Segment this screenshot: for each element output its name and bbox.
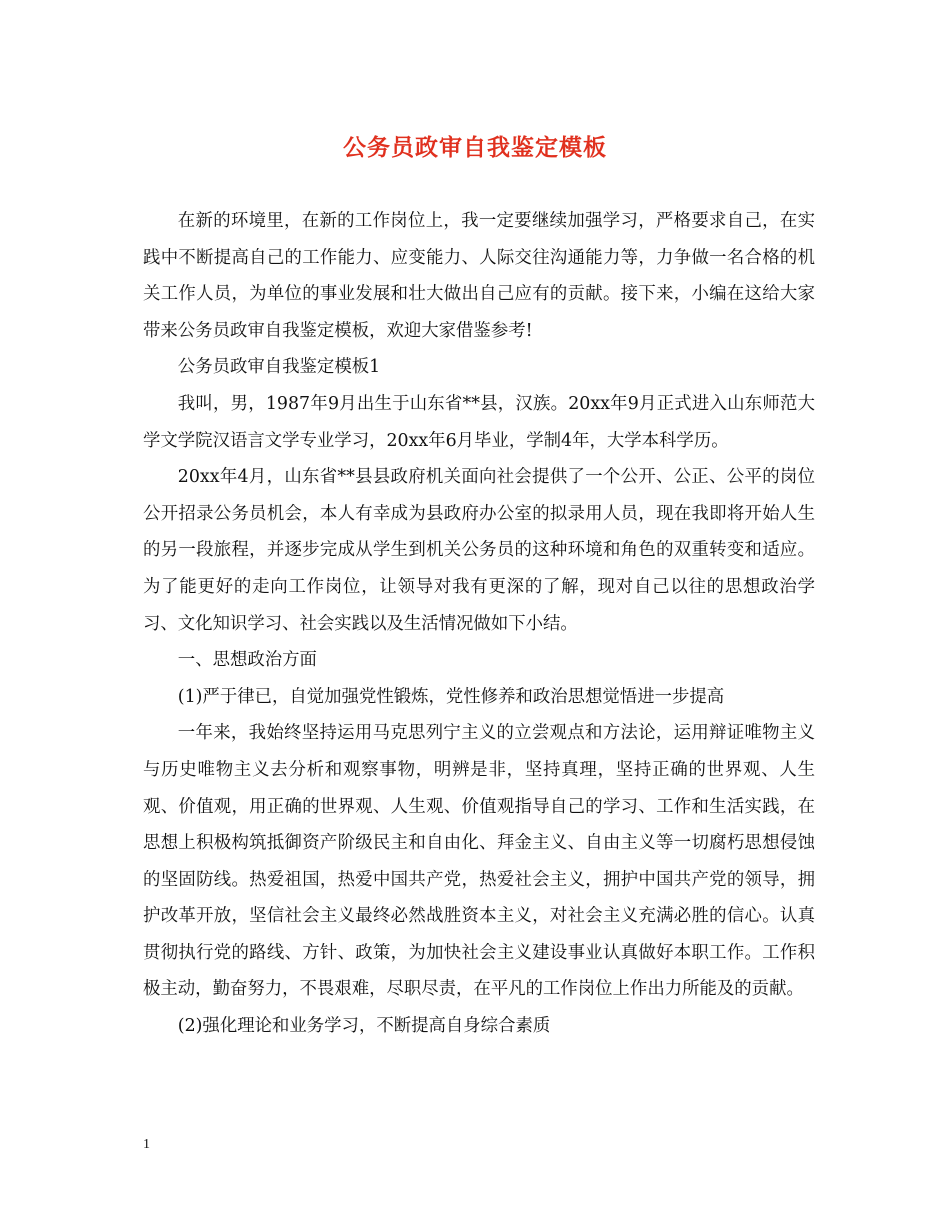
section-heading-template-1: 公务员政审自我鉴定模板1	[177, 357, 381, 378]
section-heading-political: 一、思想政治方面	[177, 650, 317, 671]
paragraph-political-thought: 一年来，我始终坚持运用马克思列宁主义的立尝观点和方法论，运用辩证唯物主义与历史唯物主义去分析和观察事物，明辨是非，坚持真理，坚持正确的世界观、人生观、价值观，用正确的世界观、人生观、价值观指导自己的学习、工作和生活实践，在思想上积极构筑抵御资产阶级民主和自由化、拜金主义、自由主义等一切腐朽思想侵蚀的坚固防线。热爱祖国，热爱中国共产党，热爱社会主义，拥护中国共产党的领导，拥护改革开放，坚信社会主义最终必然战胜资本主义，对社会主义充满必胜的信心。认真贯彻执行党的路线、方针、政策，为加快社会主义建设事业认真做好本职工作。工作积极主动，勤奋努力，不畏艰难，尽职尽责，在平凡的工作岗位上作出力所能及的贡献。	[143, 723, 815, 1000]
subheading-self-discipline: (1)严于律已，自觉加强党性锻炼，党性修养和政治思想觉悟进一步提高	[177, 686, 725, 707]
page-number: 1	[143, 1137, 150, 1152]
paragraph-recruitment: 20xx年4月，山东省**县县政府机关面向社会提供了一个公开、公正、公平的岗位公开招录公务员机会，本人有幸成为县政府办公室的拟录用人员，现在我即将开始人生的另一段旅程，并逐步完成从学生到机关公务员的这种环境和角色的双重转变和适应。为了能更好的走向工作岗位，让领导对我有更深的了解，现对自己以往的思想政治学习、文化知识学习、社会实践以及生活情况做如下小结。	[143, 467, 815, 634]
paragraph-personal-info: 我叫，男，1987年9月出生于山东省**县，汉族。20xx年9月正式进入山东师范大学文学院汉语言文学专业学习，20xx年6月毕业，学制4年，大学本科学历。	[143, 393, 815, 451]
paragraph-intro: 在新的环境里，在新的工作岗位上，我一定要继续加强学习，严格要求自己，在实践中不断提高自己的工作能力、应变能力、人际交往沟通能力等，力争做一名合格的机关工作人员，为单位的事业发展和壮大做出自己应有的贡献。接下来，小编在这给大家带来公务员政审自我鉴定模板，欢迎大家借鉴参考!	[143, 211, 815, 341]
document-title: 公务员政审自我鉴定模板	[343, 134, 607, 161]
subheading-study: (2)强化理论和业务学习，不断提高自身综合素质	[177, 1016, 551, 1037]
document-body	[143, 203, 815, 1045]
